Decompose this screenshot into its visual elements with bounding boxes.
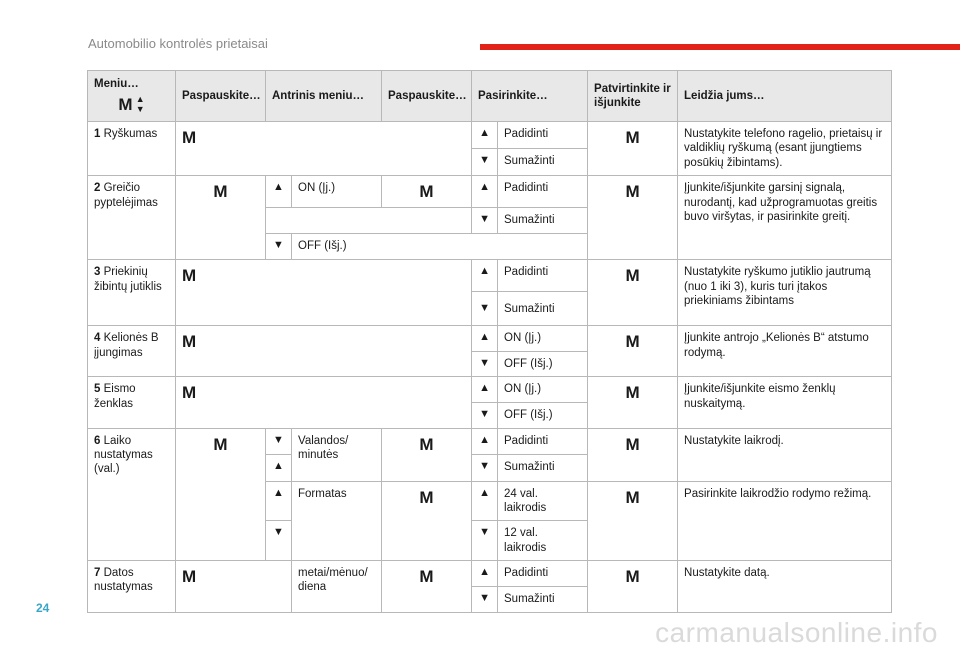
option: Sumažinti: [498, 149, 588, 176]
submenu-option: ON (Įj.): [292, 176, 382, 208]
option: ON (Įj.): [498, 326, 588, 351]
m-button-icon: M: [625, 434, 640, 454]
description: Nustatykite telefono ragelio, prietaisų ir valdiklių ryškumą (esant įjungtiems posūkių žibintams).: [678, 122, 892, 176]
m-cell: [176, 122, 472, 176]
m-button-icon: M: [419, 567, 434, 586]
header-press-1: Paspauskite…: [176, 71, 266, 122]
submenu-option: Valandos/ minutės: [292, 428, 382, 481]
m-button-icon: M: [625, 487, 640, 507]
submenu-option: metai/mėnuo/ diena: [292, 561, 382, 613]
option: 24 val. laikrodis: [498, 481, 588, 521]
confirm-cell: [588, 122, 678, 176]
description: Įjunkite/išjunkite eismo ženklų nuskaitymą.: [678, 377, 892, 428]
option: Padidinti: [498, 561, 588, 587]
down-arrow-icon: ▼: [266, 521, 292, 561]
m-button-icon: M: [182, 332, 197, 352]
confirm-cell: [588, 377, 678, 428]
up-arrow-icon: ▲: [472, 481, 498, 521]
up-arrow-icon: ▲: [472, 561, 498, 587]
m-button-icon: M: [419, 487, 434, 507]
confirm-cell: [588, 561, 678, 613]
down-arrow-icon: ▼: [472, 208, 498, 234]
description: Įjunkite antrojo „Kelionės B“ atstumo rodymą.: [678, 326, 892, 377]
option: Sumažinti: [498, 587, 588, 613]
row-label: 1 Ryškumas: [88, 122, 176, 176]
down-arrow-icon: ▼: [472, 454, 498, 481]
table-row: [88, 561, 892, 587]
header-confirm: Patvirtinkite ir išjunkite: [588, 71, 678, 122]
down-arrow-icon: ▼: [472, 149, 498, 176]
m-cell: [382, 561, 472, 613]
m-button-icon: M: [625, 128, 640, 147]
up-arrow-icon: ▲: [266, 176, 292, 208]
header-allows: Leidžia jums…: [678, 71, 892, 122]
m-cell: [176, 561, 292, 613]
up-arrow-icon: ▲: [472, 260, 498, 292]
row-label: 4 Kelionės B įjungimas: [88, 326, 176, 377]
table-header-row: [88, 71, 892, 122]
up-arrow-icon: ▲: [472, 326, 498, 351]
table-row: [88, 326, 892, 351]
option: OFF (Išj.): [498, 351, 588, 376]
option: Sumažinti: [498, 454, 588, 481]
down-arrow-icon: ▼: [472, 587, 498, 613]
option: Sumažinti: [498, 208, 588, 234]
m-button-icon: M: [118, 94, 133, 114]
description: Nustatykite ryškumo jutiklio jautrumą (nuo 1 iki 3), kuris turi įtakos priekiniams žibintams: [678, 260, 892, 326]
settings-table: [87, 70, 892, 613]
m-cell: [176, 428, 266, 561]
confirm-cell: [588, 428, 678, 481]
option: Padidinti: [498, 260, 588, 292]
m-button-icon: M: [625, 567, 640, 586]
description: Pasirinkite laikrodžio rodymo režimą.: [678, 481, 892, 561]
m-button-icon: M: [182, 128, 197, 147]
down-arrow-icon: ▼: [472, 521, 498, 561]
confirm-cell: [588, 481, 678, 561]
page-number: 24: [36, 601, 50, 615]
m-button-icon: M: [213, 434, 228, 454]
m-button-icon: M: [419, 182, 434, 202]
description: Nustatykite datą.: [678, 561, 892, 613]
confirm-cell: [588, 176, 678, 260]
m-button-icon: M: [182, 383, 197, 403]
row-label: 5 Eismo ženklas: [88, 377, 176, 428]
running-header: Automobilio kontrolės prietaisai: [88, 36, 268, 51]
down-arrow-icon: ▼: [266, 428, 292, 454]
header-accent-bar: [480, 44, 960, 50]
up-arrow-icon: ▲: [266, 481, 292, 521]
option: 12 val. laikrodis: [498, 521, 588, 561]
m-cell: [382, 481, 472, 561]
option: OFF (Išj.): [498, 402, 588, 428]
m-button-icon: M: [182, 266, 197, 286]
m-button-icon: M: [625, 266, 640, 286]
option: Sumažinti: [498, 292, 588, 326]
m-button-icon: M: [625, 182, 640, 202]
up-arrow-icon: ▲: [472, 122, 498, 149]
table-row: [88, 122, 892, 149]
down-arrow-icon: ▼: [472, 351, 498, 376]
m-cell: [176, 326, 472, 377]
header-submenu: Antrinis meniu…: [266, 71, 382, 122]
up-arrow-icon: ▲: [266, 454, 292, 481]
m-button-icon: M: [182, 567, 197, 586]
description: Nustatykite laikrodį.: [678, 428, 892, 481]
up-down-arrows-icon: ▲ ▼: [135, 94, 145, 115]
confirm-cell: [588, 326, 678, 377]
m-button-icon: M: [213, 182, 228, 202]
option: ON (Įj.): [498, 377, 588, 402]
row-label: 6 Laiko nustatymas (val.): [88, 428, 176, 561]
m-cell: [176, 176, 266, 260]
header-menu: Meniu… M ▲ ▼: [88, 71, 176, 122]
submenu-option: Formatas: [292, 481, 382, 561]
m-cell: [176, 377, 472, 428]
row-label: 7 Datos nustatymas: [88, 561, 176, 613]
m-button-icon: M: [419, 434, 434, 454]
description: Įjunkite/išjunkite garsinį signalą, nurodantį, kad užprogramuotas greitis buvo viršytas, ir pasirinkite greitį.: [678, 176, 892, 260]
m-cell: [382, 428, 472, 481]
up-arrow-icon: ▲: [472, 377, 498, 402]
m-cell: [382, 176, 472, 208]
confirm-cell: [588, 260, 678, 326]
row-label: 3 Priekinių žibintų jutiklis: [88, 260, 176, 326]
header-press-2: Paspauskite…: [382, 71, 472, 122]
submenu-option: OFF (Išj.): [292, 234, 588, 260]
down-arrow-icon: ▼: [472, 402, 498, 428]
down-arrow-icon: ▼: [266, 234, 292, 260]
up-arrow-icon: ▲: [472, 428, 498, 454]
up-arrow-icon: ▲: [472, 176, 498, 208]
table-row: [88, 428, 892, 454]
row-label: 2 Greičio pyptelėjimas: [88, 176, 176, 260]
option: Padidinti: [498, 176, 588, 208]
watermark: carmanualsonline.info: [655, 617, 938, 648]
option: Padidinti: [498, 122, 588, 149]
option: Padidinti: [498, 428, 588, 454]
m-button-icon: M: [625, 332, 640, 352]
table-row: [88, 176, 892, 208]
header-choose: Pasirinkite…: [472, 71, 588, 122]
table-row: [88, 377, 892, 402]
m-cell: [176, 260, 472, 326]
down-arrow-icon: ▼: [472, 292, 498, 326]
table-row: [88, 260, 892, 292]
m-button-icon: M: [625, 383, 640, 403]
